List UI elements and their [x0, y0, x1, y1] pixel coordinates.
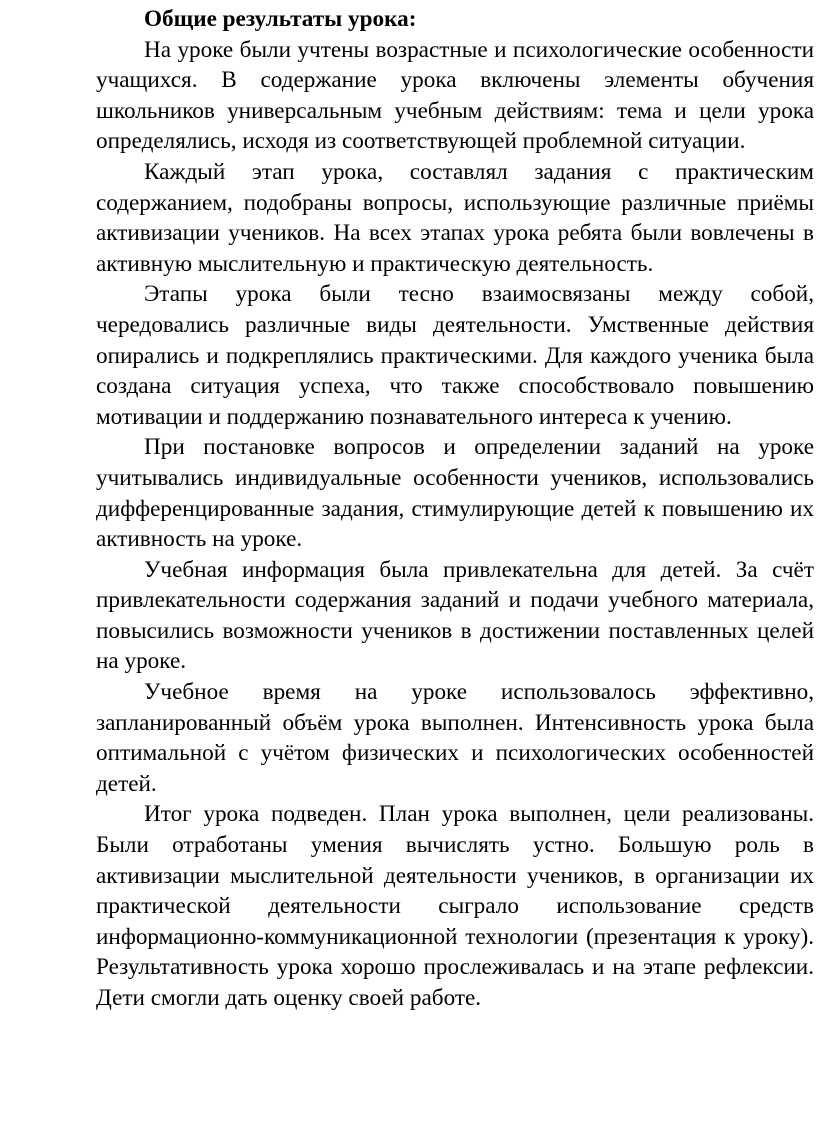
paragraph-age-features: На уроке были учтены возрастные и психологические особенности учащихся. В содержание урока включены элементы обучения школьников универсальным учебным действиям: тема и цели урока определялись, исходя из соответствующей проблемной ситуации.: [96, 36, 814, 155]
paragraph-learning-time: Учебное время на уроке использовалось эффективно, запланированный объём урока выполнен. Интенсивность урока была оптимальной с учётом физических и психологических особенностей детей.: [96, 679, 814, 797]
paragraph-interconnected-stages: Этапы урока были тесно взаимосвязаны между собой, чередовались различные виды деятельности. Умственные действия опирались и подкреплялись практическими. Для каждого ученика была создана ситуация успеха, что также способствовало повышению мотивации и поддержанию познавательного интереса к учению.: [96, 281, 814, 430]
document-page: [96, 4, 814, 1014]
paragraph-learning-info: Учебная информация была привлекательна для детей. За счёт привлекательности содержания заданий и подачи учебного материала, повысились возможности учеников в достижении поставленных целей на уроке.: [96, 556, 814, 675]
paragraph-individual-features: При постановке вопросов и определении заданий на уроке учитывались индивидуальные особенности учеников, использовались дифференцированные задания, стимулирующие детей к повышению их активность на уроке.: [96, 434, 814, 553]
section-heading: Общие результаты урока:: [144, 6, 417, 32]
paragraph-lesson-summary: Итог урока подведен. План урока выполнен, цели реализованы. Были отработаны умения вычислять устно. Большую роль в активизации мыслительной деятельности учеников, в организации их практической деятельности сыграло использование средств информационно-коммуникационной технологии (презентация к уроку). Результативность урока хорошо прослеживалась и на этапе рефлексии. Дети смогли дать оценку своей работе.: [96, 801, 814, 1011]
paragraph-lesson-stages: Каждый этап урока, составлял задания с практическим содержанием, подобраны вопросы, использующие различные приёмы активизации учеников. На всех этапах урока ребята были вовлечены в активную мыслительную и практическую деятельность.: [96, 158, 814, 277]
